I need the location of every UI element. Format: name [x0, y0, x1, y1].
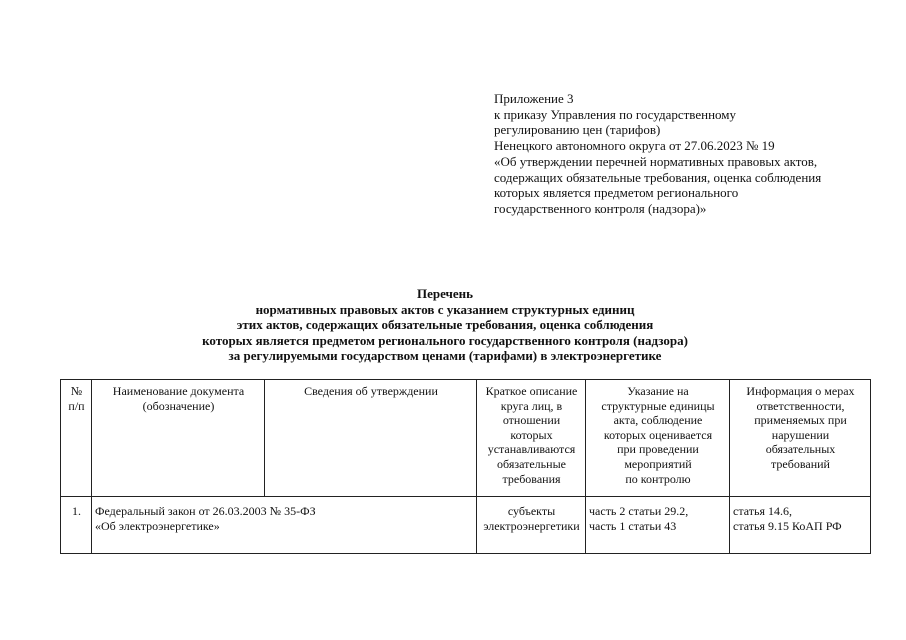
appendix-line: государственного контроля (надзора)»	[494, 200, 707, 216]
header-units: Указание на структурные единицы акта, соблюдение которых оценивается при проведении мероприятий по контролю	[586, 380, 730, 497]
acts-table	[60, 379, 871, 554]
appendix-header	[494, 91, 894, 217]
appendix-line: содержащих обязательные требования, оценка соблюдения	[494, 169, 822, 185]
appendix-line: регулированию цен (тарифов)	[494, 122, 661, 138]
appendix-line: которых является предметом регионального	[494, 185, 739, 201]
title-line: за регулируемыми государством ценами (тарифами) в электроэнергетике	[228, 348, 662, 363]
table-header-row	[61, 380, 871, 497]
cell-num: 1.	[61, 497, 92, 554]
title-line: которых является предметом регионального государственного контроля (надзора)	[202, 332, 688, 348]
cell-units: часть 2 статьи 29.2, часть 1 статьи 43	[586, 497, 730, 554]
appendix-line: Приложение 3	[494, 91, 574, 106]
title-line: этих актов, содержащих обязательные требования, оценка соблюдения	[236, 317, 654, 332]
document-title	[150, 286, 740, 364]
header-name: Наименование документа (обозначение)	[92, 380, 265, 497]
appendix-line: «Об утверждении перечней нормативных правовых актов,	[494, 153, 818, 169]
title-line: нормативных правовых актов с указанием структурных единиц	[255, 301, 635, 317]
header-approval: Сведения об утверждении	[265, 380, 477, 497]
table-row	[61, 497, 871, 554]
header-num: № п/п	[61, 380, 92, 497]
cell-subjects: субъекты электроэнергетики	[477, 497, 586, 554]
appendix-line: к приказу Управления по государственному	[494, 106, 737, 122]
cell-responsibility: статья 14.6, статья 9.15 КоАП РФ	[730, 497, 871, 554]
header-subjects: Краткое описание круга лиц, в отношении которых устанавливаются обязательные требования	[477, 380, 586, 497]
appendix-line: Ненецкого автономного округа от 27.06.2023 № 19	[494, 138, 775, 154]
title-line: Перечень	[416, 286, 474, 301]
header-responsibility: Информация о мерах ответственности, применяемых при нарушении обязательных требований	[730, 380, 871, 497]
cell-name: Федеральный закон от 26.03.2003 № 35-ФЗ «Об электроэнергетике»	[92, 497, 477, 554]
